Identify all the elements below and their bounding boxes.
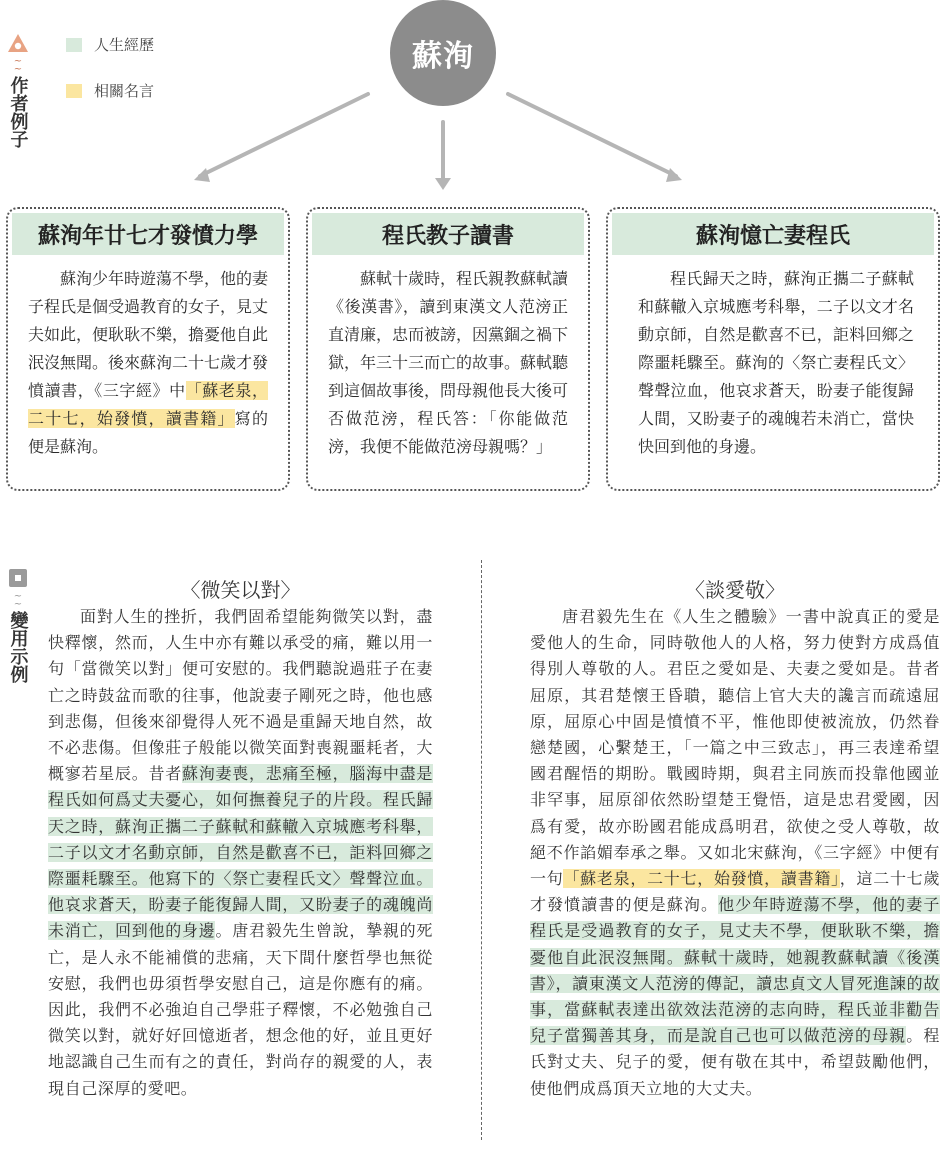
card-body [308, 255, 588, 461]
essay-title-smile: 〈微笑以對〉 [180, 578, 301, 602]
card-text: 蘇洵少年時遊蕩不學，他的妻子程氏是個受過教育的女子，見丈夫如此，便耿耿不樂，擔憂他自此泯沒無聞。後來蘇洵二十七歲才發憤讀書，《三字經》中 [28, 269, 269, 400]
card-body [608, 255, 938, 461]
essay-text: 唐君毅先生在《人生之體驗》一書中說真正的愛是愛他人的生命，同時敬他人的人格，努力使對方成爲值得別人尊敬的人。君臣之愛如是、夫妻之愛如是。昔者屈原，其君楚懷王昏聵，聽信上官大夫的讒言而疏遠屈原，屈原心中固是憤憤不平，惟他即使被流放，仍然眷戀楚國，心繫楚王，「一篇之中三致志」，再三表達希望國君醒悟的期盼。戰國時期，與君主同族而投靠他國並非罕事，屈原卻依然盼望楚王覺悟，這是忠君愛國，因爲有愛，故亦盼國君能成爲明君，欲使之受人尊敬，故絕不作諂媚奉承之舉。又如北宋蘇洵，《三字經》中便有一句 [530, 607, 940, 889]
essay-text-end: 。唐君毅先生曾說，摯親的死亡，是人永不能補償的悲痛，天下間什麼哲學也無從安慰，我們也毋須哲學安慰自己，這是你應有的痛。因此，我們不必強迫自己學莊子釋懷，不必勉強自己微笑以對，就好好回憶逝者，想念他的好，並且更好地認識自己生而有之的責任，對尚存的親愛的人，表現自己深厚的愛吧。 [48, 921, 433, 1098]
section-label-usage [4, 567, 32, 683]
wave-ornament: ~ ~ [13, 591, 23, 610]
card-title: 蘇洵年廿七才發憤力學 [12, 213, 284, 255]
card-su-xun-studies [6, 207, 290, 491]
arrow-middle-head [435, 178, 451, 190]
card-title: 程氏教子讀書 [312, 213, 584, 255]
essay-text: 面對人生的挫折，我們固希望能夠微笑以對，盡快釋懷，然而，人生中亦有難以承受的痛，難以用一句「當微笑以對」便可安慰的。我們聽說過莊子在妻亡之時鼓盆而歌的往事，他說妻子剛死之時，他也感到悲傷，但後來卻覺得人死不過是重歸天地自然，故不必悲傷。但像莊子般能以微笑面對喪親噩耗者，大概寥若星辰。昔者 [48, 607, 433, 784]
center-topic-title: 蘇洵 [412, 39, 474, 74]
card-su-xun-remembers-wife [606, 207, 940, 491]
column-divider [481, 560, 482, 1140]
section-label-usage-text: 變用示例 [7, 611, 29, 683]
legend-quote-label: 相關名言 [94, 82, 155, 100]
life-highlight: 他少年時遊蕩不學，他的妻子程氏是受過教育的女子，見丈夫不學，便耿耿不樂，擔憂他自此泯沒無聞。蘇軾十歲時，她親教蘇軾讀《後漢書》，讀東漢文人范滂的傳記，讀忠貞文人冒死進諫的故事，當蘇軾表達出欲效法范滂的志向時，程氏並非勸告兒子當獨善其身，而是說自己也可以做范滂的母親 [530, 895, 940, 1046]
card-text: 蘇軾十歲時，程氏親教蘇軾讀《後漢書》，讀到東漢文人范滂正直清廉，忠而被謗，因黨錮之禍下獄，年三十三而亡的故事。蘇軾聽到這個故事後，問母親他長大後可否做范滂，程氏答：「你能做范滂，我便不能做范滂母親嗎？」 [328, 269, 569, 456]
essay-title-love-respect: 〈談愛敬〉 [685, 578, 785, 602]
essay-smile [48, 604, 433, 1102]
life-highlight: 蘇洵妻喪，悲痛至極，腦海中盡是程氏如何爲丈夫憂心，如何撫養兒子的片段。程氏歸天之時，蘇洵正攜二子蘇軾和蘇轍入京城應考科舉，二子以文才名動京師，自然是歡喜不已，詎料回鄉之際噩耗驟至。他寫下的〈祭亡妻程氏文〉聲聲泣血。他哀求蒼天，盼妻子能復歸人間，又盼妻子的魂魄尚未消亡，回到他的身邊 [48, 764, 433, 941]
card-body [8, 255, 288, 461]
connector-arrows [0, 0, 951, 210]
card-text: 程氏歸天之時，蘇洵正攜二子蘇軾和蘇轍入京城應考科舉，二子以文才名動京師，自然是歡喜不已，詎料回鄉之際噩耗驟至。蘇洵的〈祭亡妻程氏文〉聲聲泣血，他哀求蒼天，盼妻子能復歸人間，又盼妻子的魂魄若未消亡，當快快回到他的身邊。 [638, 269, 914, 456]
quote-highlight: 「蘇老泉，二十七，始發憤，讀書籍」 [563, 869, 840, 889]
card-cheng-teaches-son [306, 207, 590, 491]
square-icon [7, 567, 29, 589]
essay-text-mid: ，這二十七歲才發憤讀書的便是蘇洵。 [530, 869, 941, 915]
arrow-right-line [508, 94, 676, 176]
arrow-left-line [200, 94, 368, 176]
card-text-end: 寫的便是蘇洵。 [28, 409, 268, 456]
section-label-examples-text: 作者例子 [7, 76, 29, 148]
essay-text-end: 。程氏對丈夫、兒子的愛，便有敬在其中，希望鼓勵他們，使他們成爲頂天立地的大丈夫。 [530, 1026, 941, 1098]
wave-ornament: ~ ~ [13, 56, 23, 75]
essay-love-respect [530, 604, 940, 1102]
card-title: 蘇洵憶亡妻程氏 [612, 213, 934, 255]
legend-life-label: 人生經歷 [94, 36, 155, 54]
quote-highlight: 「蘇老泉，二十七，始發憤，讀書籍」 [28, 381, 268, 428]
